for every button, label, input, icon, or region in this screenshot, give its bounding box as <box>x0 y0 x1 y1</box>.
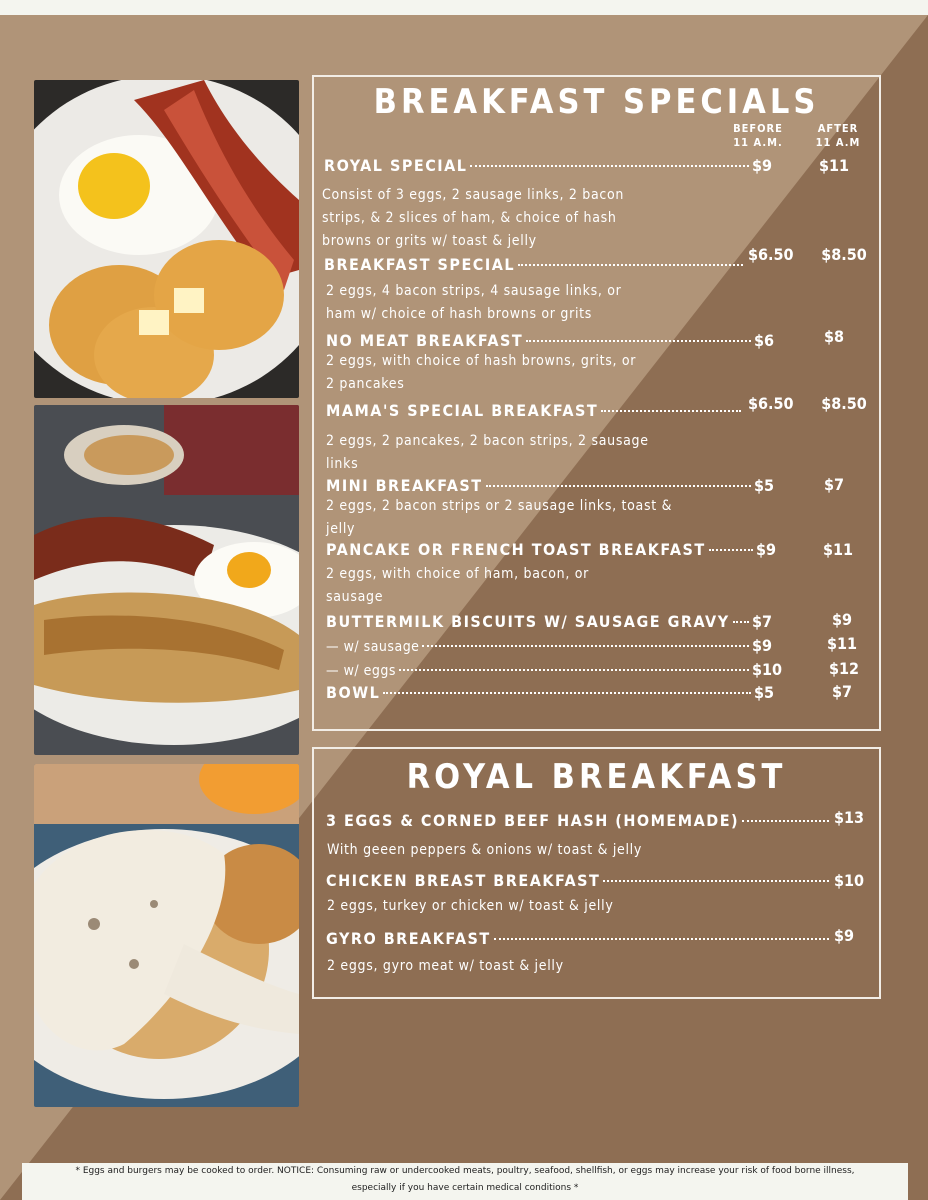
price-after: $11 <box>826 634 858 653</box>
desc-line: 2 eggs, 2 pancakes, 2 bacon strips, 2 sausage <box>326 433 649 449</box>
dot-leader <box>518 264 743 266</box>
item-name: GYRO BREAKFAST <box>326 929 491 948</box>
desc-line: 2 pancakes <box>326 376 405 392</box>
price-after: $8 <box>823 327 845 346</box>
item-name: NO MEAT BREAKFAST <box>326 331 524 350</box>
footer-line-1: * Eggs and burgers may be cooked to order. NOTICE: Consuming raw or undercooked meats, poultry, seafood, shellfish, or eggs may increase your risk of food borne illness, <box>75 1166 855 1176</box>
item-description <box>326 350 636 396</box>
menu-item-breakfast-special <box>324 255 746 277</box>
price-after: $8.50 <box>821 394 867 413</box>
desc-line: 2 eggs, 4 bacon strips, 4 sausage links, or <box>326 283 622 299</box>
menu-item-royal-special <box>324 156 772 178</box>
royal-breakfast-panel <box>312 747 881 999</box>
price-before: $6 <box>753 331 774 350</box>
price-before: $7 <box>751 612 772 631</box>
item-name: CHICKEN BREAST BREAKFAST <box>326 871 601 890</box>
item-name: — w/ sausage <box>326 639 420 655</box>
dot-leader <box>470 165 749 167</box>
item-name: — w/ eggs <box>326 663 396 679</box>
breakfast-specials-panel <box>312 75 881 731</box>
desc-line: browns or grits w/ toast & jelly <box>322 233 537 249</box>
item-description <box>326 430 649 476</box>
item-name: BOWL <box>326 683 381 702</box>
item-name: ROYAL SPECIAL <box>324 156 468 175</box>
price-before: $10 <box>751 660 782 679</box>
dot-leader <box>422 645 749 647</box>
menu-item-with-eggs <box>326 660 782 682</box>
dot-leader <box>526 340 751 342</box>
dot-leader <box>709 549 753 551</box>
menu-item-mamas-special <box>326 401 744 423</box>
item-price: $10 <box>834 871 865 890</box>
dot-leader <box>383 692 751 694</box>
item-price: $13 <box>834 808 865 827</box>
price-before: $6.50 <box>748 394 794 413</box>
menu-item-with-sausage <box>326 636 772 658</box>
after-time: 11 A.M <box>815 136 861 149</box>
item-name: BUTTERMILK BISCUITS W/ SAUSAGE GRAVY <box>326 612 730 631</box>
price-after: $11 <box>822 540 854 559</box>
menu-item-buttermilk-biscuits <box>326 612 772 634</box>
price-after: $12 <box>828 659 860 678</box>
item-name: PANCAKE OR FRENCH TOAST BREAKFAST <box>326 540 706 559</box>
menu-page <box>0 15 928 1200</box>
item-description: With geeen peppers & onions w/ toast & jelly <box>327 842 643 858</box>
item-description: 2 eggs, gyro meat w/ toast & jelly <box>327 958 564 974</box>
after-column-header <box>808 122 868 150</box>
desc-line: links <box>326 456 359 472</box>
before-column-header <box>728 122 788 150</box>
photo-hashbrowns-bacon <box>34 405 299 755</box>
item-description <box>322 184 624 253</box>
breakfast-specials-title: BREAKFAST SPECIALS <box>373 82 820 122</box>
price-after: $8.50 <box>821 245 867 264</box>
price-after: $9 <box>831 610 853 629</box>
price-after: $7 <box>831 682 853 701</box>
dot-leader <box>601 410 741 412</box>
after-label: AFTER <box>817 122 859 135</box>
before-label: BEFORE <box>733 122 783 135</box>
menu-item-chicken-breast <box>326 871 832 893</box>
before-time: 11 A.M. <box>733 136 783 149</box>
dot-leader <box>494 938 829 940</box>
desc-line: 2 eggs, with choice of hash browns, grits, or <box>326 353 637 369</box>
item-name: BREAKFAST SPECIAL <box>324 255 515 274</box>
dot-leader <box>733 621 749 623</box>
desc-line: sausage <box>326 589 384 605</box>
royal-breakfast-title: ROYAL BREAKFAST <box>406 757 787 797</box>
price-before: $5 <box>753 476 774 495</box>
item-description <box>326 280 622 326</box>
desc-line: 2 eggs, 2 bacon strips or 2 sausage links, toast & <box>326 498 673 514</box>
footer-notice <box>22 1163 908 1200</box>
photo-eggs-bacon-pancakes <box>34 80 299 398</box>
dot-leader <box>486 485 751 487</box>
desc-line: strips, & 2 slices of ham, & choice of hash <box>322 210 617 226</box>
footer-line-2: especially if you have certain medical conditions * <box>351 1183 579 1193</box>
dot-leader <box>399 669 749 671</box>
price-before: $6.50 <box>748 245 794 264</box>
item-name: MINI BREAKFAST <box>326 476 483 495</box>
price-before: $9 <box>751 156 772 175</box>
item-name: 3 EGGS & CORNED BEEF HASH (HOMEMADE) <box>326 811 740 830</box>
desc-line: ham w/ choice of hash browns or grits <box>326 306 593 322</box>
item-description: 2 eggs, turkey or chicken w/ toast & jelly <box>327 898 614 914</box>
menu-item-bowl <box>326 683 774 705</box>
desc-line: jelly <box>326 521 356 537</box>
price-before: $9 <box>755 540 776 559</box>
price-before: $5 <box>753 683 774 702</box>
desc-line: 2 eggs, with choice of ham, bacon, or <box>326 566 590 582</box>
price-before: $9 <box>751 636 772 655</box>
price-after: $11 <box>818 156 850 175</box>
menu-item-corned-beef-hash <box>326 811 832 833</box>
menu-item-gyro-breakfast <box>326 929 832 951</box>
item-price: $9 <box>834 926 855 945</box>
item-description <box>326 495 672 541</box>
item-description <box>326 563 589 609</box>
dot-leader <box>742 820 829 822</box>
price-after: $7 <box>823 475 845 494</box>
desc-line: Consist of 3 eggs, 2 sausage links, 2 bacon <box>322 187 625 203</box>
item-name: MAMA'S SPECIAL BREAKFAST <box>326 401 599 420</box>
menu-item-pancake-french-toast <box>326 540 776 562</box>
dot-leader <box>603 880 829 882</box>
photo-biscuits-gravy <box>34 764 299 1107</box>
